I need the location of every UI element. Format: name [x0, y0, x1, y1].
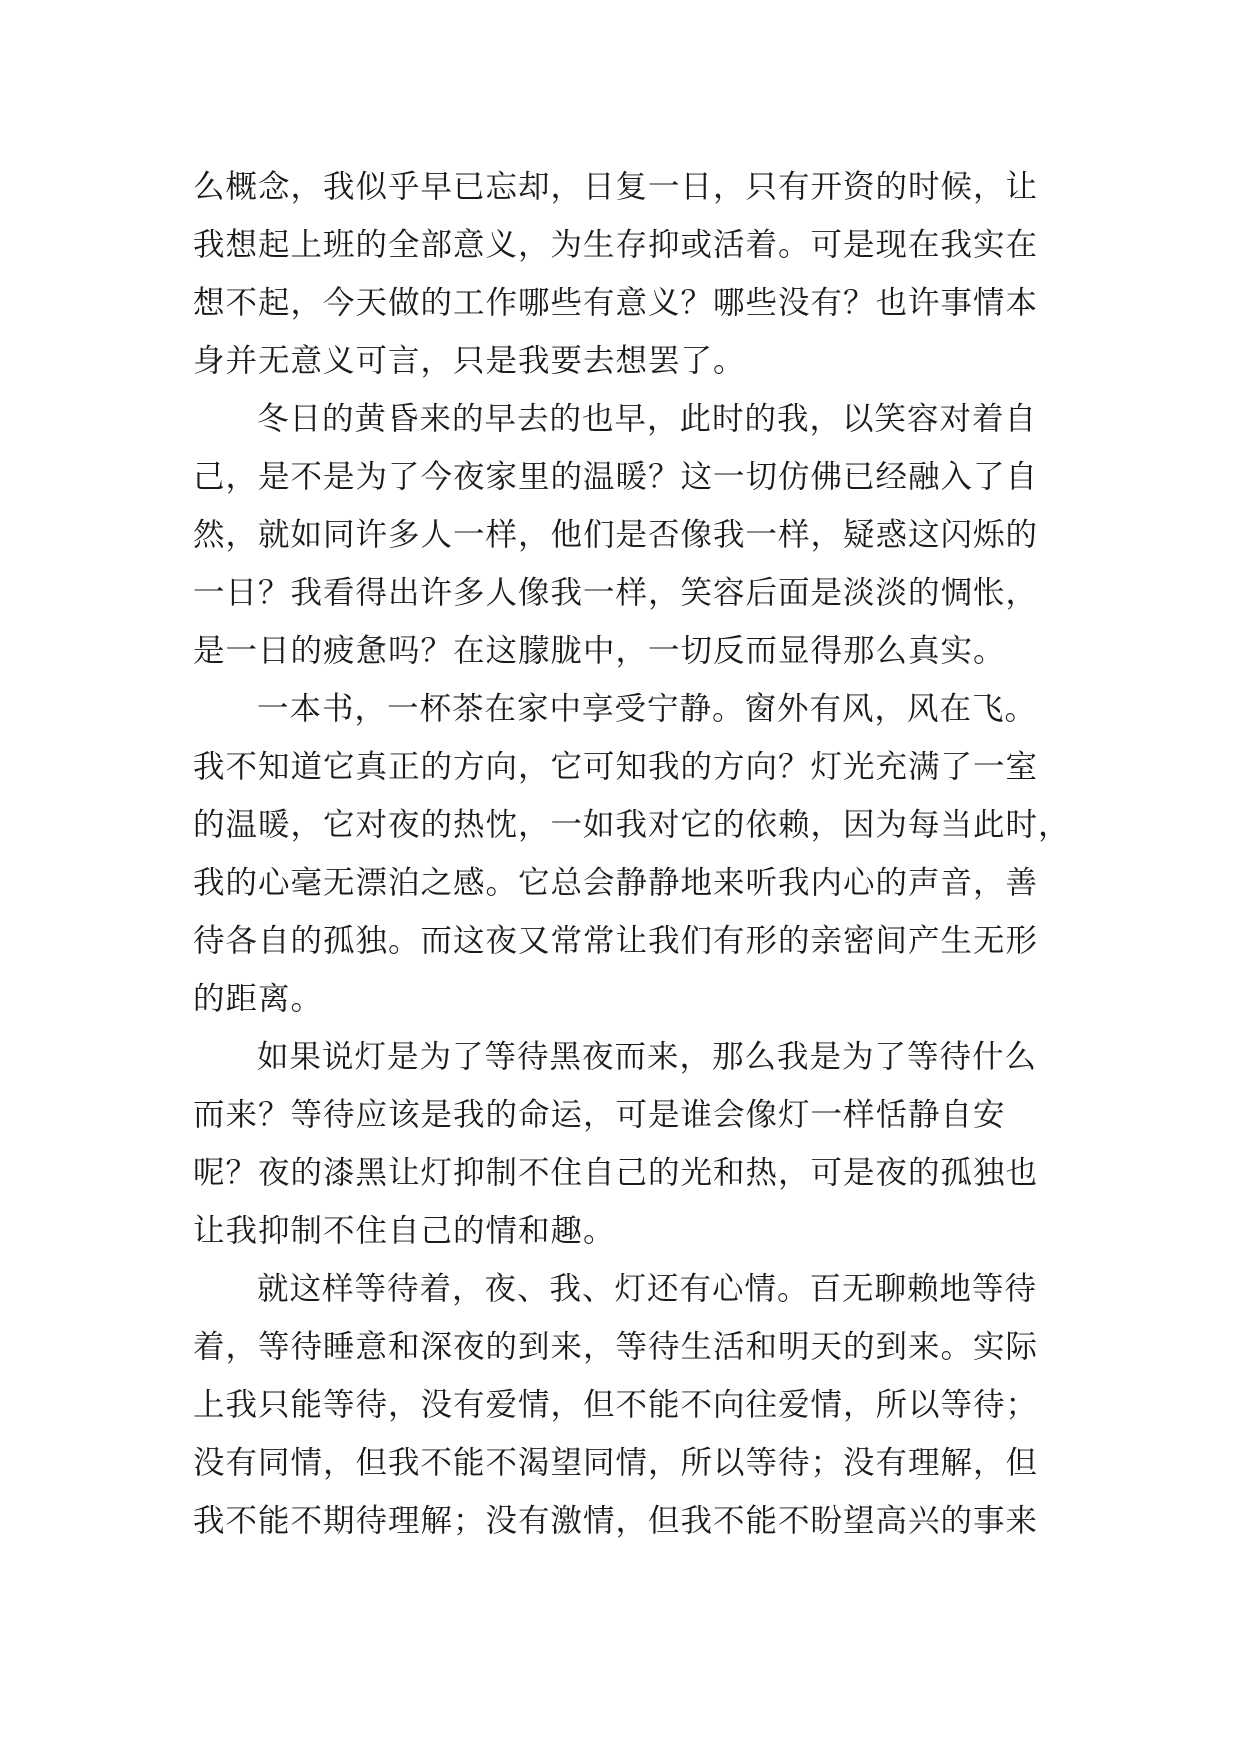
text-line: 而来？等待应该是我的命运，可是谁会像灯一样恬静自安: [193, 1097, 1006, 1133]
text-line: 我的心毫无漂泊之感。它总会静静地来听我内心的声音，善: [193, 865, 1039, 901]
paragraph-first-line: 如果说灯是为了等待黑夜而来，那么我是为了等待什么: [257, 1039, 1038, 1075]
text-line: 上我只能等待，没有爱情，但不能不向往爱情，所以等待；: [193, 1387, 1039, 1423]
paragraph-first-line: 冬日的黄昏来的早去的也早，此时的我，以笑容对着自: [257, 401, 1038, 437]
text-line: 么概念，我似乎早已忘却，日复一日，只有开资的时候，让: [193, 169, 1039, 205]
paragraph-first-line: 就这样等待着，夜、我、灯还有心情。百无聊赖地等待: [257, 1271, 1038, 1307]
text-line: 身并无意义可言，只是我要去想罢了。: [193, 343, 746, 379]
text-line: 是一日的疲惫吗？在这朦胧中，一切反而显得那么真实。: [193, 633, 1006, 669]
text-line: 想不起，今天做的工作哪些有意义？哪些没有？也许事情本: [193, 285, 1039, 321]
text-line: 的距离。: [193, 981, 324, 1017]
text-line: 待各自的孤独。而这夜又常常让我们有形的亲密间产生无形: [193, 923, 1039, 959]
text-line: 己，是不是为了今夜家里的温暖？这一切仿佛已经融入了自: [193, 459, 1039, 495]
text-line: 我不能不期待理解；没有激情，但我不能不盼望高兴的事来: [193, 1503, 1039, 1539]
text-line: 一日？我看得出许多人像我一样，笑容后面是淡淡的惆怅，: [193, 575, 1039, 611]
text-line: 呢？夜的漆黑让灯抑制不住自己的光和热，可是夜的孤独也: [193, 1155, 1039, 1191]
text-line: 让我抑制不住自己的情和趣。: [193, 1213, 616, 1249]
text-line: 的温暖，它对夜的热忱，一如我对它的依赖，因为每当此时，: [193, 807, 1071, 843]
text-line: 我想起上班的全部意义，为生存抑或活着。可是现在我实在: [193, 227, 1039, 263]
paragraph-first-line: 一本书，一杯茶在家中享受宁静。窗外有风，风在飞。: [257, 691, 1038, 727]
text-line: 我不知道它真正的方向，它可知我的方向？灯光充满了一室: [193, 749, 1039, 785]
text-line: 着，等待睡意和深夜的到来，等待生活和明天的到来。实际: [193, 1329, 1039, 1365]
text-line: 然，就如同许多人一样，他们是否像我一样，疑惑这闪烁的: [193, 517, 1039, 553]
text-line: 没有同情，但我不能不渴望同情，所以等待；没有理解，但: [193, 1445, 1039, 1481]
document-body: [193, 158, 1073, 1550]
